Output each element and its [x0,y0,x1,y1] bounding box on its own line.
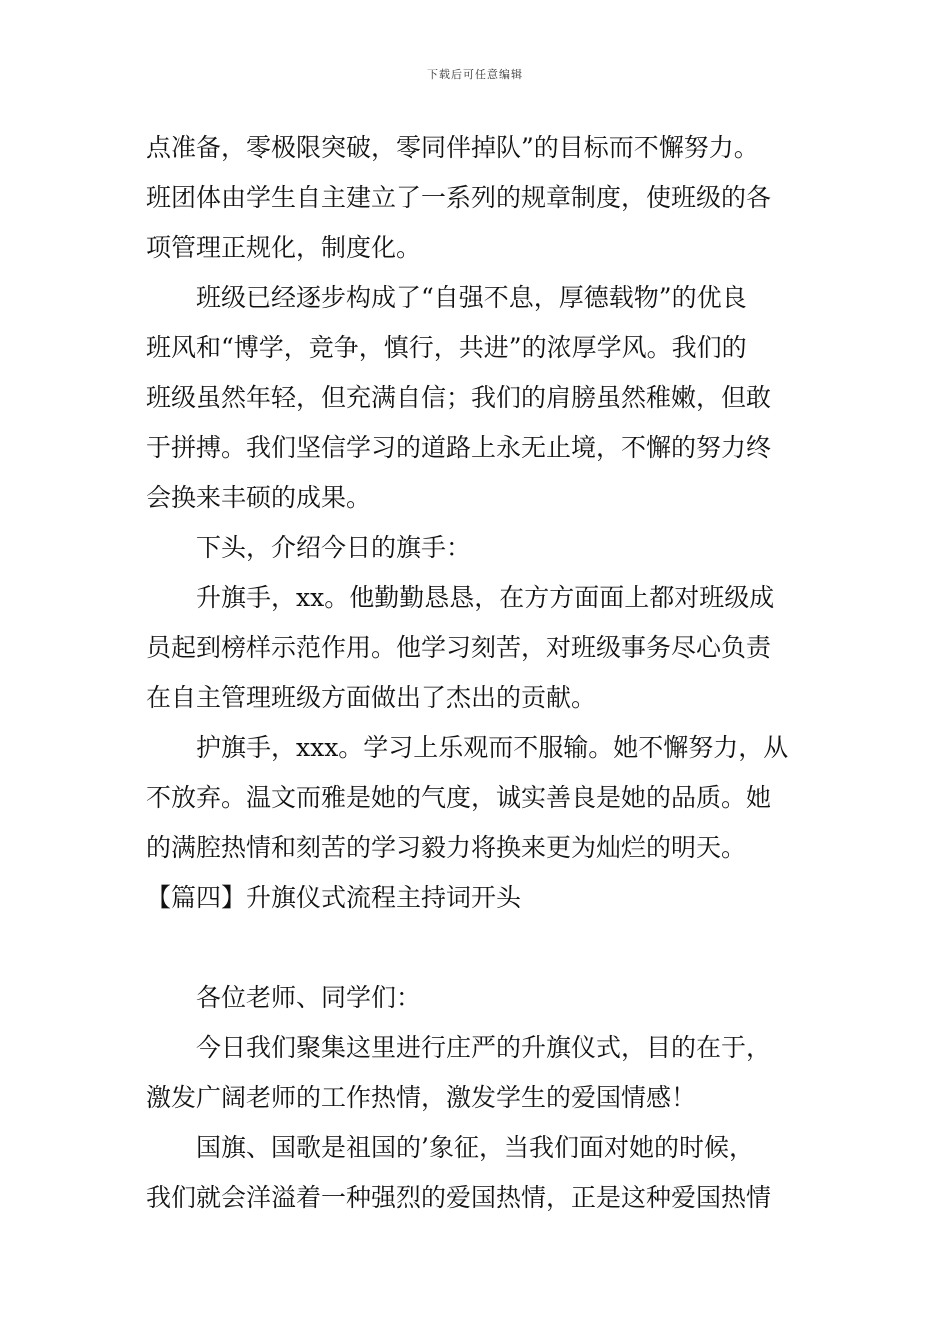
paragraph-line: 护旗手，xxx。学习上乐观而不服输。她不懈努力，从 [196,733,789,762]
paragraph-line: 今日我们聚集这里进行庄严的升旗仪式，目的在于， [196,1033,772,1062]
paragraph-line: 激发广阔老师的工作热情，激发学生的爱国情感！ [146,1083,697,1112]
paragraph-line: 班级虽然年轻，但充满自信；我们的肩膀虽然稚嫩，但敢 [146,383,772,412]
paragraph-line: 不放弃。温文而雅是她的气度，诚实善良是她的品质。她 [146,783,772,812]
paragraph-line: 班风和“博学，竞争，慎行，共进”的浓厚学风。我们的 [146,333,747,362]
paragraph-line: 下头，介绍今日的旗手： [196,533,472,562]
paragraph-line: 升旗手，xx。他勤勤恳恳，在方方面面上都对班级成 [196,583,775,612]
paragraph-line: 国旗、国歌是祖国的’象征，当我们面对她的时候， [196,1133,754,1162]
paragraph-line: 各位老师、同学们： [196,983,422,1012]
paragraph-line: 班团体由学生自主建立了一系列的规章制度，使班级的各 [146,183,772,212]
paragraph-line: 项管理正规化，制度化。 [146,233,422,262]
paragraph-line: 会换来丰硕的成果。 [146,483,372,512]
page-header: 下载后可任意编辑 [427,68,523,81]
paragraph-line: 的满腔热情和刻苦的学习毅力将换来更为灿烂的明天。 [146,833,747,862]
paragraph-line: 在自主管理班级方面做出了杰出的贡献。 [146,683,597,712]
paragraph-line: 员起到榜样示范作用。他学习刻苦，对班级事务尽心负责 [146,633,772,662]
paragraph-line: 我们就会洋溢着一种强烈的爱国热情，正是这种爱国热情 [146,1183,772,1212]
paragraph-line: 班级已经逐步构成了“自强不息，厚德载物”的优良 [196,283,747,312]
paragraph-line: 点准备，零极限突破，零同伴掉队”的目标而不懈努力。 [146,133,759,162]
paragraph-line: 于拼搏。我们坚信学习的道路上永无止境，不懈的努力终 [146,433,772,462]
section-heading: 【篇四】升旗仪式流程主持词开头 [146,883,522,912]
